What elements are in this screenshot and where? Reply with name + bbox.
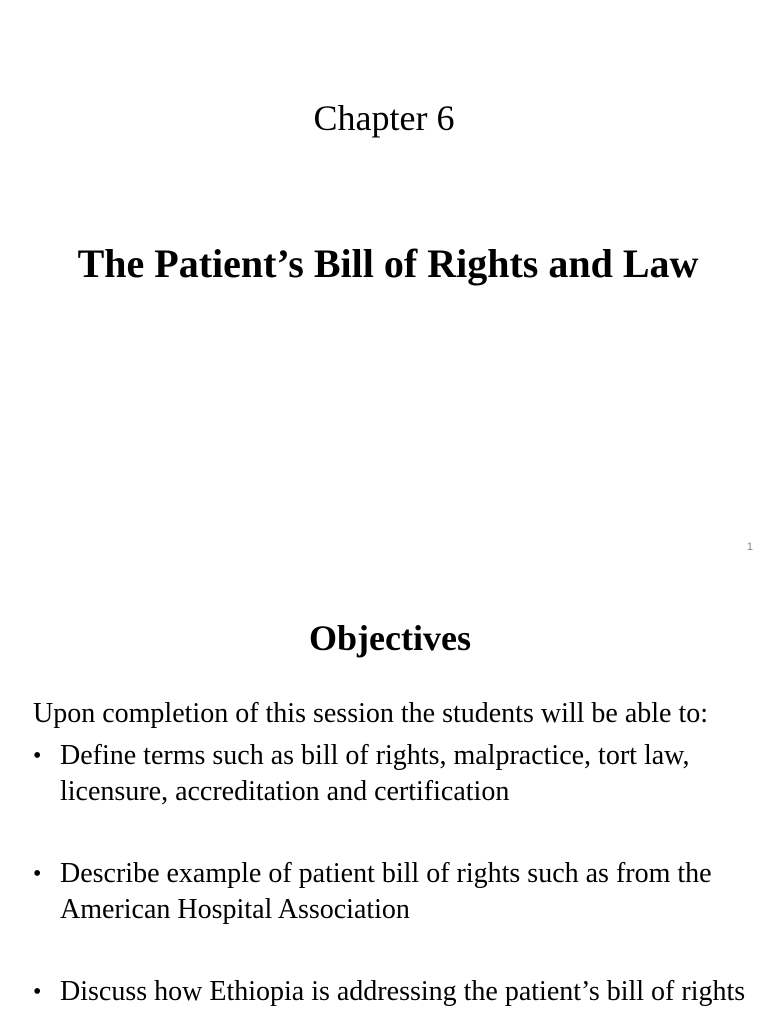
list-item-text: Define terms such as bill of rights, malpractice, tort law, licensure, accreditation and certification (60, 740, 690, 807)
list-item (33, 856, 768, 928)
chapter-label: Chapter 6 (313, 98, 455, 138)
objectives-intro: Upon completion of this session the students will be able to: (33, 698, 709, 729)
bullet-icon: • (33, 979, 42, 1005)
list-item-text: Discuss how Ethiopia is addressing the patient’s bill of rights (60, 976, 746, 1007)
list-item (33, 738, 768, 810)
slide-2 (0, 576, 768, 1024)
bullet-icon: • (33, 861, 42, 887)
page-number: 1 (746, 541, 753, 553)
list-item-text: Describe example of patient bill of rights such as from the American Hospital Association (60, 858, 712, 925)
objectives-list (33, 738, 768, 1024)
bullet-icon: • (33, 743, 42, 769)
objectives-heading: Objectives (309, 618, 471, 658)
slide-title: The Patient’s Bill of Rights and Law (77, 241, 699, 286)
list-item (33, 974, 768, 1010)
